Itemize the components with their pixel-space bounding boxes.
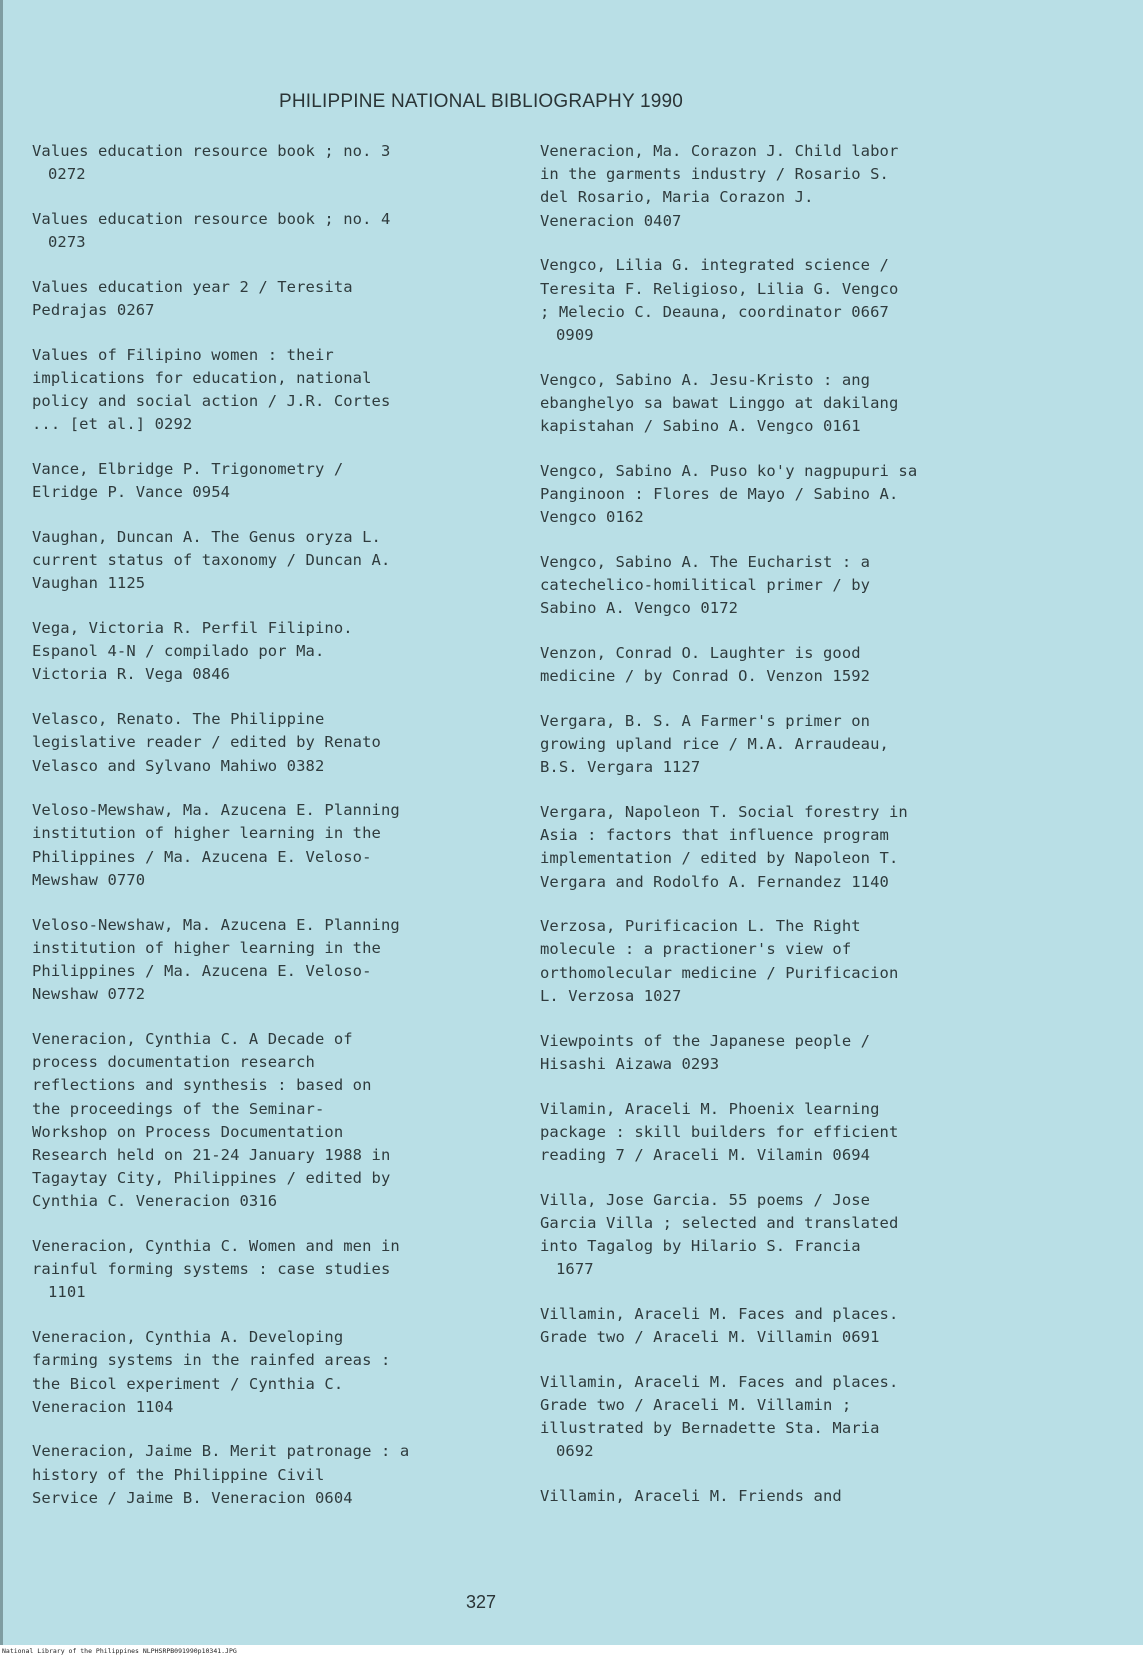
bibliography-entry (540, 254, 1010, 347)
bibliography-entry (540, 1189, 1010, 1282)
bibliography-entry (32, 1235, 502, 1305)
bibliography-entry (540, 140, 1010, 233)
entry-line: reading 7 / Araceli M. Vilamin 0694 (540, 1145, 871, 1164)
entry-line: Vaughan, Duncan A. The Genus oryza L. (32, 527, 381, 546)
entry-line: Philippines / Ma. Azucena E. Veloso- (32, 961, 372, 980)
entry-line: Values of Filipino women : their (32, 345, 334, 364)
entry-line: package : skill builders for efficient (540, 1122, 899, 1141)
entry-line: ; Melecio C. Deauna, coordinator 0667 (540, 302, 889, 321)
entry-line: Cynthia C. Veneracion 0316 (32, 1192, 278, 1211)
bibliography-entry (32, 526, 502, 596)
entry-line: Victoria R. Vega 0846 (32, 665, 231, 684)
entry-line: Elridge P. Vance 0954 (32, 483, 231, 502)
entry-line: Workshop on Process Documentation (32, 1122, 344, 1141)
bibliography-entry (540, 1098, 1010, 1168)
entry-line: Hisashi Aizawa 0293 (540, 1054, 720, 1073)
entry-line: Panginoon : Flores de Mayo / Sabino A. (540, 484, 899, 503)
entry-line: Veloso-Mewshaw, Ma. Azucena E. Planning (32, 801, 400, 820)
bibliography-entry (32, 1028, 502, 1214)
bibliography-entry (32, 617, 502, 687)
entry-line: orthomolecular medicine / Purificacion (540, 963, 899, 982)
entry-line: Velasco, Renato. The Philippine (32, 710, 325, 729)
entry-line: Pedrajas 0267 (32, 301, 155, 320)
entry-line: Villa, Jose Garcia. 55 poems / Jose (540, 1190, 871, 1209)
entry-line: Veneracion 1104 (32, 1397, 174, 1416)
entry-line: kapistahan / Sabino A. Vengco 0161 (540, 417, 861, 436)
entry-line: 0692 (556, 1442, 594, 1461)
entry-line: Espanol 4-N / compilado por Ma. (32, 642, 325, 661)
entry-line: implications for education, national (32, 368, 372, 387)
entry-line: Viewpoints of the Japanese people / (540, 1031, 871, 1050)
entry-line: Values education resource book ; no. 4 (32, 209, 391, 228)
bibliography-entry (32, 140, 502, 186)
entry-line: Garcia Villa ; selected and translated (540, 1213, 899, 1232)
bibliography-entry (540, 1030, 1010, 1076)
bibliography-entry (540, 710, 1010, 780)
entry-line: medicine / by Conrad O. Venzon 1592 (540, 667, 871, 686)
entry-line: Tagaytay City, Philippines / edited by (32, 1169, 391, 1188)
bibliography-entry (32, 708, 502, 778)
entry-line: Values education resource book ; no. 3 (32, 142, 391, 160)
entry-line: Veneracion, Cynthia C. Women and men in (32, 1237, 400, 1256)
entry-line: Vilamin, Araceli M. Phoenix learning (540, 1099, 880, 1118)
entry-line: Service / Jaime B. Veneracion 0604 (32, 1488, 353, 1507)
entry-line: Villamin, Araceli M. Faces and places. (540, 1304, 899, 1323)
entry-line: Research held on 21-24 January 1988 in (32, 1145, 391, 1164)
entry-line: reflections and synthesis : based on (32, 1076, 372, 1095)
entry-line: process documentation research (32, 1053, 315, 1072)
entry-line: ebanghelyo sa bawat Linggo at dakilang (540, 393, 899, 412)
bibliography-entry (540, 369, 1010, 439)
entry-line: Vengco, Lilia G. integrated science / (540, 256, 889, 275)
entry-line: Villamin, Araceli M. Friends and (540, 1487, 842, 1506)
page-number: 327 (465, 1592, 497, 1612)
bibliography-entry (32, 914, 502, 1007)
entry-line: Velasco and Sylvano Mahiwo 0382 (32, 756, 325, 775)
entry-line: L. Verzosa 1027 (540, 986, 682, 1005)
entry-line: Villamin, Araceli M. Faces and places. (540, 1372, 899, 1391)
bibliography-entry (540, 460, 1010, 530)
entry-line: Philippines / Ma. Azucena E. Veloso- (32, 847, 372, 866)
bibliography-entry (32, 208, 502, 254)
entry-line: farming systems in the rainfed areas : (32, 1351, 391, 1370)
entry-line: Vengco 0162 (540, 508, 644, 527)
bibliography-entry (540, 1371, 1010, 1464)
entry-line: Grade two / Araceli M. Villamin 0691 (540, 1328, 880, 1347)
entry-line: growing upland rice / M.A. Arraudeau, (540, 735, 889, 754)
entry-line: ... [et al.] 0292 (32, 415, 193, 434)
entry-line: illustrated by Bernadette Sta. Maria (540, 1419, 880, 1438)
entry-line: Vengco, Sabino A. Jesu-Kristo : ang (540, 370, 871, 389)
entry-line: del Rosario, Maria Corazon J. (540, 188, 814, 207)
bibliography-entry (32, 1440, 502, 1510)
bibliography-entry (540, 801, 1010, 894)
entry-line: Asia : factors that influence program (540, 826, 889, 845)
entry-line: current status of taxonomy / Duncan A. (32, 551, 391, 570)
entry-line: molecule : a practioner's view of (540, 940, 852, 959)
entry-line: Teresita F. Religioso, Lilia G. Vengco (540, 279, 899, 298)
entry-line: 0909 (556, 325, 594, 344)
bibliography-entry (32, 276, 502, 322)
entry-line: the proceedings of the Seminar- (32, 1099, 325, 1118)
entry-line: Veneracion, Cynthia A. Developing (32, 1328, 344, 1347)
entry-line: B.S. Vergara 1127 (540, 758, 701, 777)
entry-line: Newshaw 0772 (32, 985, 146, 1004)
entry-line: Vance, Elbridge P. Trigonometry / (32, 460, 344, 479)
page-left-edge (0, 0, 3, 1658)
entry-line: Grade two / Araceli M. Villamin ; (540, 1396, 852, 1415)
right-column (540, 140, 1010, 1530)
entry-line: Vengco, Sabino A. The Eucharist : a (540, 552, 871, 571)
entry-line: Vergara, B. S. A Farmer's primer on (540, 711, 871, 730)
entry-line: rainful forming systems : case studies (32, 1260, 391, 1279)
entry-line: Vergara and Rodolfo A. Fernandez 1140 (540, 872, 889, 891)
entry-line: Sabino A. Vengco 0172 (540, 599, 739, 618)
entry-line: Vega, Victoria R. Perfil Filipino. (32, 619, 353, 638)
entry-line: Veneracion, Jaime B. Merit patronage : a (32, 1442, 410, 1461)
entry-line: into Tagalog by Hilario S. Francia (540, 1237, 861, 1256)
entry-line: implementation / edited by Napoleon T. (540, 849, 899, 868)
entry-line: Vergara, Napoleon T. Social forestry in (540, 802, 908, 821)
entry-line: Vengco, Sabino A. Puso ko'y nagpupuri sa (540, 461, 918, 480)
bibliography-entry (540, 1485, 1010, 1508)
entry-line: Veneracion, Cynthia C. A Decade of (32, 1029, 353, 1048)
entry-line: Verzosa, Purificacion L. The Right (540, 917, 861, 936)
entry-line: Veloso-Newshaw, Ma. Azucena E. Planning (32, 915, 400, 934)
bibliography-entry (540, 915, 1010, 1008)
entry-line: catechelico-homilitical primer / by (540, 576, 871, 595)
entry-line: Values education year 2 / Teresita (32, 277, 353, 296)
entry-line: 1677 (556, 1260, 594, 1279)
entry-line: institution of higher learning in the (32, 824, 381, 843)
left-column (32, 140, 502, 1532)
entry-line: Veneracion 0407 (540, 211, 682, 230)
entry-line: Mewshaw 0770 (32, 870, 146, 889)
bibliography-entry (32, 799, 502, 892)
bibliography-entry (32, 344, 502, 437)
bibliography-entry (540, 1303, 1010, 1349)
entry-line: 0272 (48, 165, 86, 184)
bibliography-entry (540, 551, 1010, 621)
page-title: PHILIPPINE NATIONAL BIBLIOGRAPHY 1990 (278, 91, 684, 112)
bibliography-entry (32, 458, 502, 504)
entry-line: the Bicol experiment / Cynthia C. (32, 1374, 344, 1393)
entry-line: policy and social action / J.R. Cortes (32, 392, 391, 411)
entry-line: institution of higher learning in the (32, 938, 381, 957)
entry-line: Venzon, Conrad O. Laughter is good (540, 643, 861, 662)
bibliography-entry (540, 642, 1010, 688)
entry-line: Veneracion, Ma. Corazon J. Child labor (540, 142, 899, 160)
entry-line: in the garments industry / Rosario S. (540, 165, 889, 184)
entry-line: legislative reader / edited by Renato (32, 733, 381, 752)
scan-label: National Library of the Philippines NLPHSRPB091990p10341.JPG (2, 1647, 237, 1655)
bibliography-entry (32, 1326, 502, 1419)
entry-line: Vaughan 1125 (32, 574, 146, 593)
entry-line: 1101 (48, 1283, 86, 1302)
entry-line: 0273 (48, 233, 86, 252)
entry-line: history of the Philippine Civil (32, 1465, 325, 1484)
